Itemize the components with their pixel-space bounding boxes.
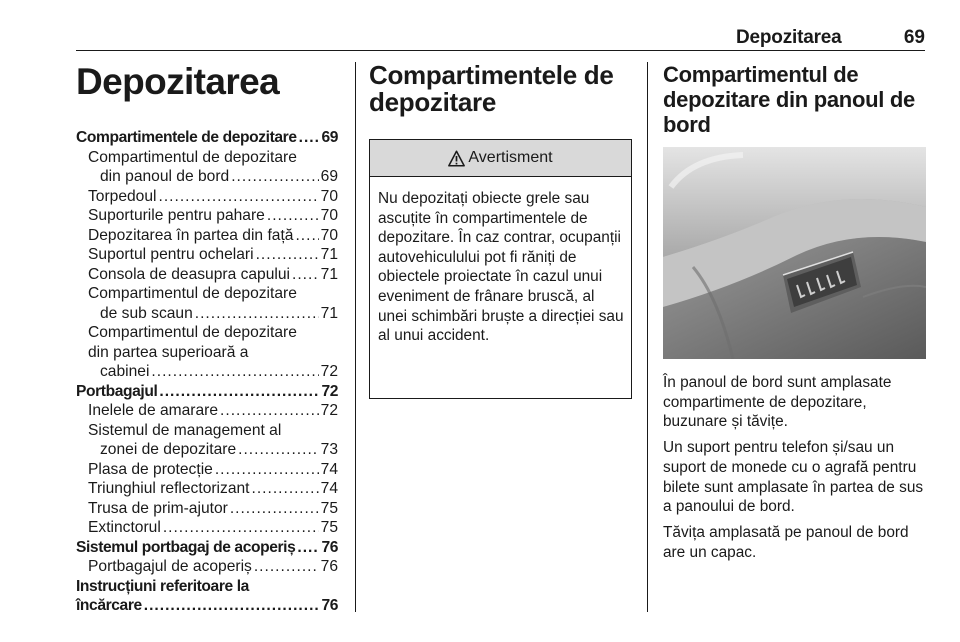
toc-entry-label: cabinei (100, 363, 150, 380)
toc-line: Sistemul de management al (88, 421, 282, 439)
toc-line: din partea superioară a (88, 343, 249, 361)
toc-entry-label: Portbagajul (76, 382, 158, 400)
toc-entry[interactable] (76, 245, 338, 265)
toc-entry-label: Triunghiul reflectorizant (88, 480, 250, 497)
toc-entry-label: zonei de depozitare (100, 441, 237, 458)
toc-section-entry[interactable] (76, 596, 338, 616)
toc-line: Compartimentul de depozitare (88, 324, 297, 341)
toc-entry-label: de sub scaun (100, 304, 193, 322)
toc-page-number: 76 (320, 558, 338, 575)
column-divider (647, 62, 648, 612)
toc-page-number: 72 (320, 363, 338, 380)
dashboard-storage-photo (663, 147, 926, 359)
toc-entry[interactable] (76, 187, 338, 207)
toc-entry-label: Suportul pentru ochelari (88, 246, 254, 263)
toc-section-entry[interactable] (76, 382, 338, 402)
toc-page-number: 71 (320, 304, 338, 322)
toc-entry-label: Extinctorul (88, 519, 161, 536)
body-paragraph: Un suport pentru telefon și/sau un suport de monede cu o agrafă pentru bilete sunt amplasate în partea de sus a panoului de bord. (663, 439, 924, 516)
toc-page-number: 70 (320, 187, 338, 205)
toc-leader-dots (256, 245, 319, 265)
toc-page-number: 72 (320, 402, 338, 419)
toc-page-number: 71 (320, 265, 338, 283)
toc-section-entry[interactable] (76, 128, 338, 148)
toc-leader-dots (163, 518, 319, 538)
warning-header (370, 140, 631, 177)
toc-entry[interactable] (76, 518, 338, 538)
subsection-heading: Compartimentul de depozitare din panoul de bord (663, 62, 915, 137)
toc-page-number: 69 (320, 168, 338, 185)
toc-entry-label: Plasa de protecție (88, 460, 213, 478)
toc-leader-dots (267, 206, 319, 226)
toc-entry[interactable] (76, 265, 338, 285)
toc-entry[interactable] (76, 226, 338, 246)
toc-leader-dots (231, 167, 318, 187)
toc-leader-dots (238, 440, 319, 460)
toc-page-number: 75 (320, 519, 338, 536)
warning-text: Nu depozitați obiecte grele sau ascuțite în compartimentele de depozitare. În caz contrar, ocupanții autovehiculului pot fi răniți de obiectele proiectate în cazul unui eveniment de frânare bruscă, al unei schimbări bruște a direcției sau al unui accident. (378, 190, 624, 345)
toc-entry-label: Suporturile pentru pahare (88, 207, 265, 224)
warning-column (369, 60, 632, 345)
toc-line: Instrucțiuni referitoare la (76, 577, 249, 595)
toc-entry-label: încărcare (76, 597, 142, 614)
toc-page-number: 71 (320, 246, 338, 263)
warning-triangle-icon (448, 150, 465, 167)
toc-entry[interactable] (76, 401, 338, 421)
toc-entry-label: din panoul de bord (100, 168, 230, 185)
body-text (663, 373, 928, 568)
toc-page-number: 74 (320, 480, 338, 497)
toc-leader-dots (254, 557, 319, 577)
toc-entry[interactable] (76, 167, 338, 187)
warning-box (369, 139, 632, 399)
body-paragraph: În panoul de bord sunt amplasate compartimente de depozitare, buzunare și tăvițe. (663, 374, 892, 431)
toc-entry-label: Trusa de prim-ajutor (88, 499, 228, 517)
toc-line: Compartimentul de depozitare (88, 148, 297, 166)
toc-entry-label: Sistemul portbagaj de acoperiș (76, 538, 296, 556)
column-divider (355, 62, 356, 612)
toc-entry[interactable] (76, 362, 338, 382)
toc-entry-label: Compartimentele de depozitare (76, 129, 297, 146)
body-paragraph: Tăvița amplasată pe panoul de bord are un capac. (663, 523, 909, 561)
toc-column (76, 62, 338, 616)
toc-leader-dots (215, 460, 319, 480)
toc-page-number: 70 (320, 207, 338, 224)
toc-line: Compartimentul de depozitare (88, 285, 297, 302)
toc-page-number: 76 (321, 597, 338, 614)
header-title: Depozitarea (736, 27, 842, 48)
table-of-contents (76, 128, 338, 616)
toc-leader-dots (292, 265, 319, 285)
toc-leader-dots (159, 187, 319, 207)
page-number: 69 (903, 27, 925, 48)
toc-leader-dots (151, 362, 318, 382)
toc-entry[interactable] (76, 206, 338, 226)
section-heading: Compartimentele de depozitare (369, 60, 614, 117)
toc-leader-dots (230, 499, 319, 519)
content-column (663, 62, 928, 561)
toc-page-number: 70 (320, 226, 338, 244)
toc-leader-dots (295, 226, 318, 246)
toc-leader-dots (195, 304, 319, 324)
chapter-title: Depozitarea (76, 61, 280, 102)
toc-page-number: 74 (320, 460, 338, 478)
toc-entry-label: Depozitarea în partea din față (88, 226, 294, 244)
toc-page-number: 75 (320, 499, 338, 517)
toc-entry-label: Inelele de amarare (88, 402, 219, 419)
toc-leader-dots (299, 128, 320, 148)
toc-page-number: 69 (321, 129, 338, 146)
toc-page-number: 76 (321, 538, 338, 556)
toc-section-entry[interactable] (76, 538, 338, 558)
toc-page-number: 73 (320, 441, 338, 458)
toc-entry[interactable] (76, 557, 338, 577)
toc-leader-dots (220, 401, 319, 421)
toc-entry[interactable] (76, 304, 338, 324)
toc-leader-dots (297, 538, 319, 558)
toc-leader-dots (252, 479, 319, 499)
toc-leader-dots (144, 596, 320, 616)
toc-entry[interactable] (76, 499, 338, 519)
toc-entry[interactable] (76, 479, 338, 499)
toc-entry-label: Portbagajul de acoperiș (88, 558, 252, 575)
page-header (76, 0, 925, 51)
toc-page-number: 72 (321, 382, 338, 400)
toc-leader-dots (159, 382, 319, 402)
toc-entry[interactable] (76, 440, 338, 460)
toc-entry[interactable] (76, 460, 338, 480)
toc-entry-label: Consola de deasupra capului (88, 265, 290, 283)
warning-title: Avertisment (468, 149, 553, 166)
toc-entry-label: Torpedoul (88, 187, 157, 205)
